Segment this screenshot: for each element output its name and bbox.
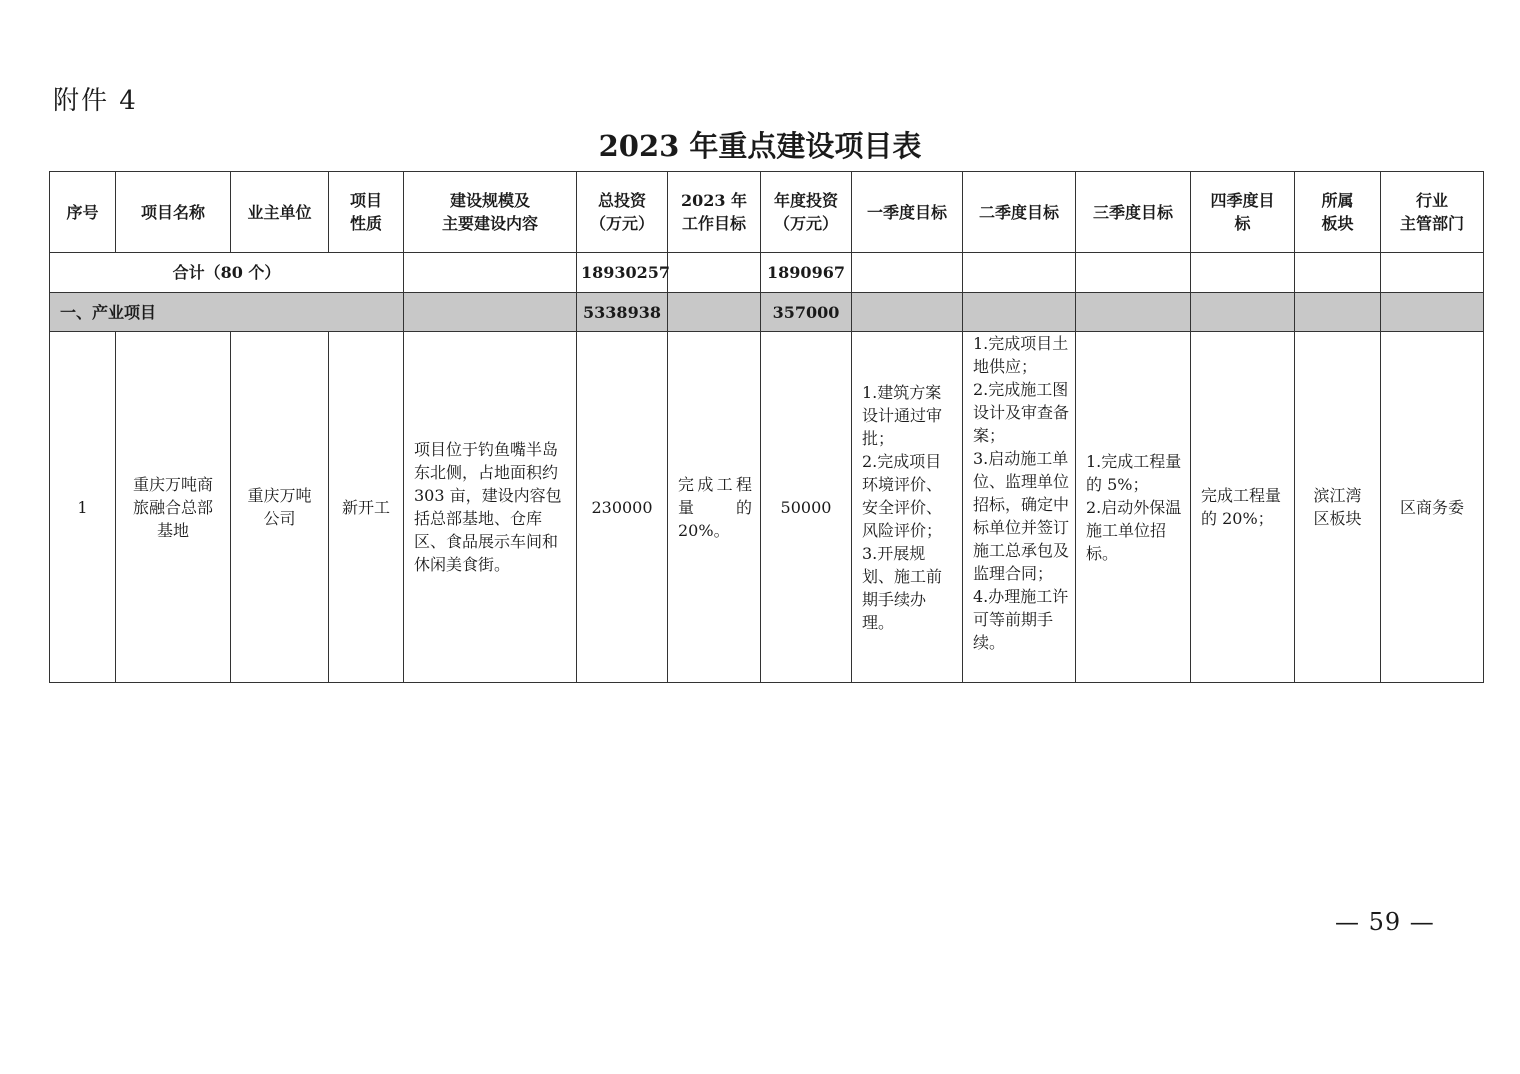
header-owner: 业主单位 <box>231 172 329 253</box>
header-annual-investment: 年度投资 （万元） <box>761 172 852 253</box>
header-q1: 一季度目标 <box>852 172 963 253</box>
q2-goal-item: 1.完成项目土地供应； <box>973 334 1069 376</box>
project-seq: 1 <box>50 332 116 683</box>
project-nature: 新开工 <box>329 332 404 683</box>
document-title: 2023 年重点建设项目表 <box>598 129 922 163</box>
header-seq: 序号 <box>50 172 116 253</box>
section-row <box>50 293 1484 332</box>
q2-goal-item: 2.完成施工图设计及审查备案； <box>973 380 1070 445</box>
total-investment: 18930257 <box>577 253 668 293</box>
project-name: 重庆万吨商旅融合总部基地 <box>116 332 231 683</box>
project-q4-goal: 完成工程量的 20%； <box>1191 332 1295 683</box>
project-sector: 滨江湾区板块 <box>1295 332 1381 683</box>
q3-goal-item: 2.启动外保温施工单位招标。 <box>1086 497 1182 563</box>
attachment-label: 附件 4 <box>53 86 138 116</box>
q1-goal-item: 3.开展规划、施工前期手续办理。 <box>862 543 943 632</box>
total-label: 合计（80 个） <box>50 253 404 293</box>
header-nature: 项目 性质 <box>329 172 404 253</box>
project-dept: 区商务委 <box>1381 332 1484 683</box>
table-row <box>50 332 1484 683</box>
project-q3-goals <box>1076 332 1191 683</box>
section-annual-investment: 357000 <box>761 293 852 332</box>
header-q3: 三季度目标 <box>1076 172 1191 253</box>
q2-goal-item: 3.启动施工单位、监理单位招标，确定中标单位并签订施工总承包及监理合同； <box>973 449 1070 583</box>
total-row <box>50 253 1484 293</box>
header-scale: 建设规模及 主要建设内容 <box>404 172 577 253</box>
project-total-investment: 230000 <box>577 332 668 683</box>
project-q1-goals <box>852 332 963 683</box>
header-sector: 所属 板块 <box>1295 172 1381 253</box>
section-label: 一、产业项目 <box>50 293 404 332</box>
project-annual-investment: 50000 <box>761 332 852 683</box>
project-scale: 项目位于钓鱼嘴半岛东北侧，占地面积约 303 亩，建设内容包括总部基地、仓库区、食品展示车间和休闲美食街。 <box>404 332 577 683</box>
q1-goal-item: 1.建筑方案设计通过审批； <box>862 382 943 448</box>
project-goal-2023: 完成工程量的20%。 <box>668 332 761 683</box>
q2-goal-item: 4.办理施工许可等前期手续。 <box>973 587 1069 652</box>
project-q2-goals <box>963 332 1076 683</box>
header-q2: 二季度目标 <box>963 172 1076 253</box>
project-table <box>49 171 1484 683</box>
header-goal-2023: 2023 年 工作目标 <box>668 172 761 253</box>
q3-goal-item: 1.完成工程量的 5%； <box>1086 451 1182 494</box>
page-number: — 59 — <box>1335 908 1435 936</box>
header-total-investment: 总投资 （万元） <box>577 172 668 253</box>
section-total-investment: 5338938 <box>577 293 668 332</box>
project-owner: 重庆万吨公司 <box>231 332 329 683</box>
header-name: 项目名称 <box>116 172 231 253</box>
header-row <box>50 172 1484 253</box>
q1-goal-item: 2.完成项目环境评价、安全评价、风险评价； <box>862 451 943 540</box>
header-dept: 行业 主管部门 <box>1381 172 1484 253</box>
total-annual-investment: 1890967 <box>761 253 852 293</box>
header-q4: 四季度目 标 <box>1191 172 1295 253</box>
